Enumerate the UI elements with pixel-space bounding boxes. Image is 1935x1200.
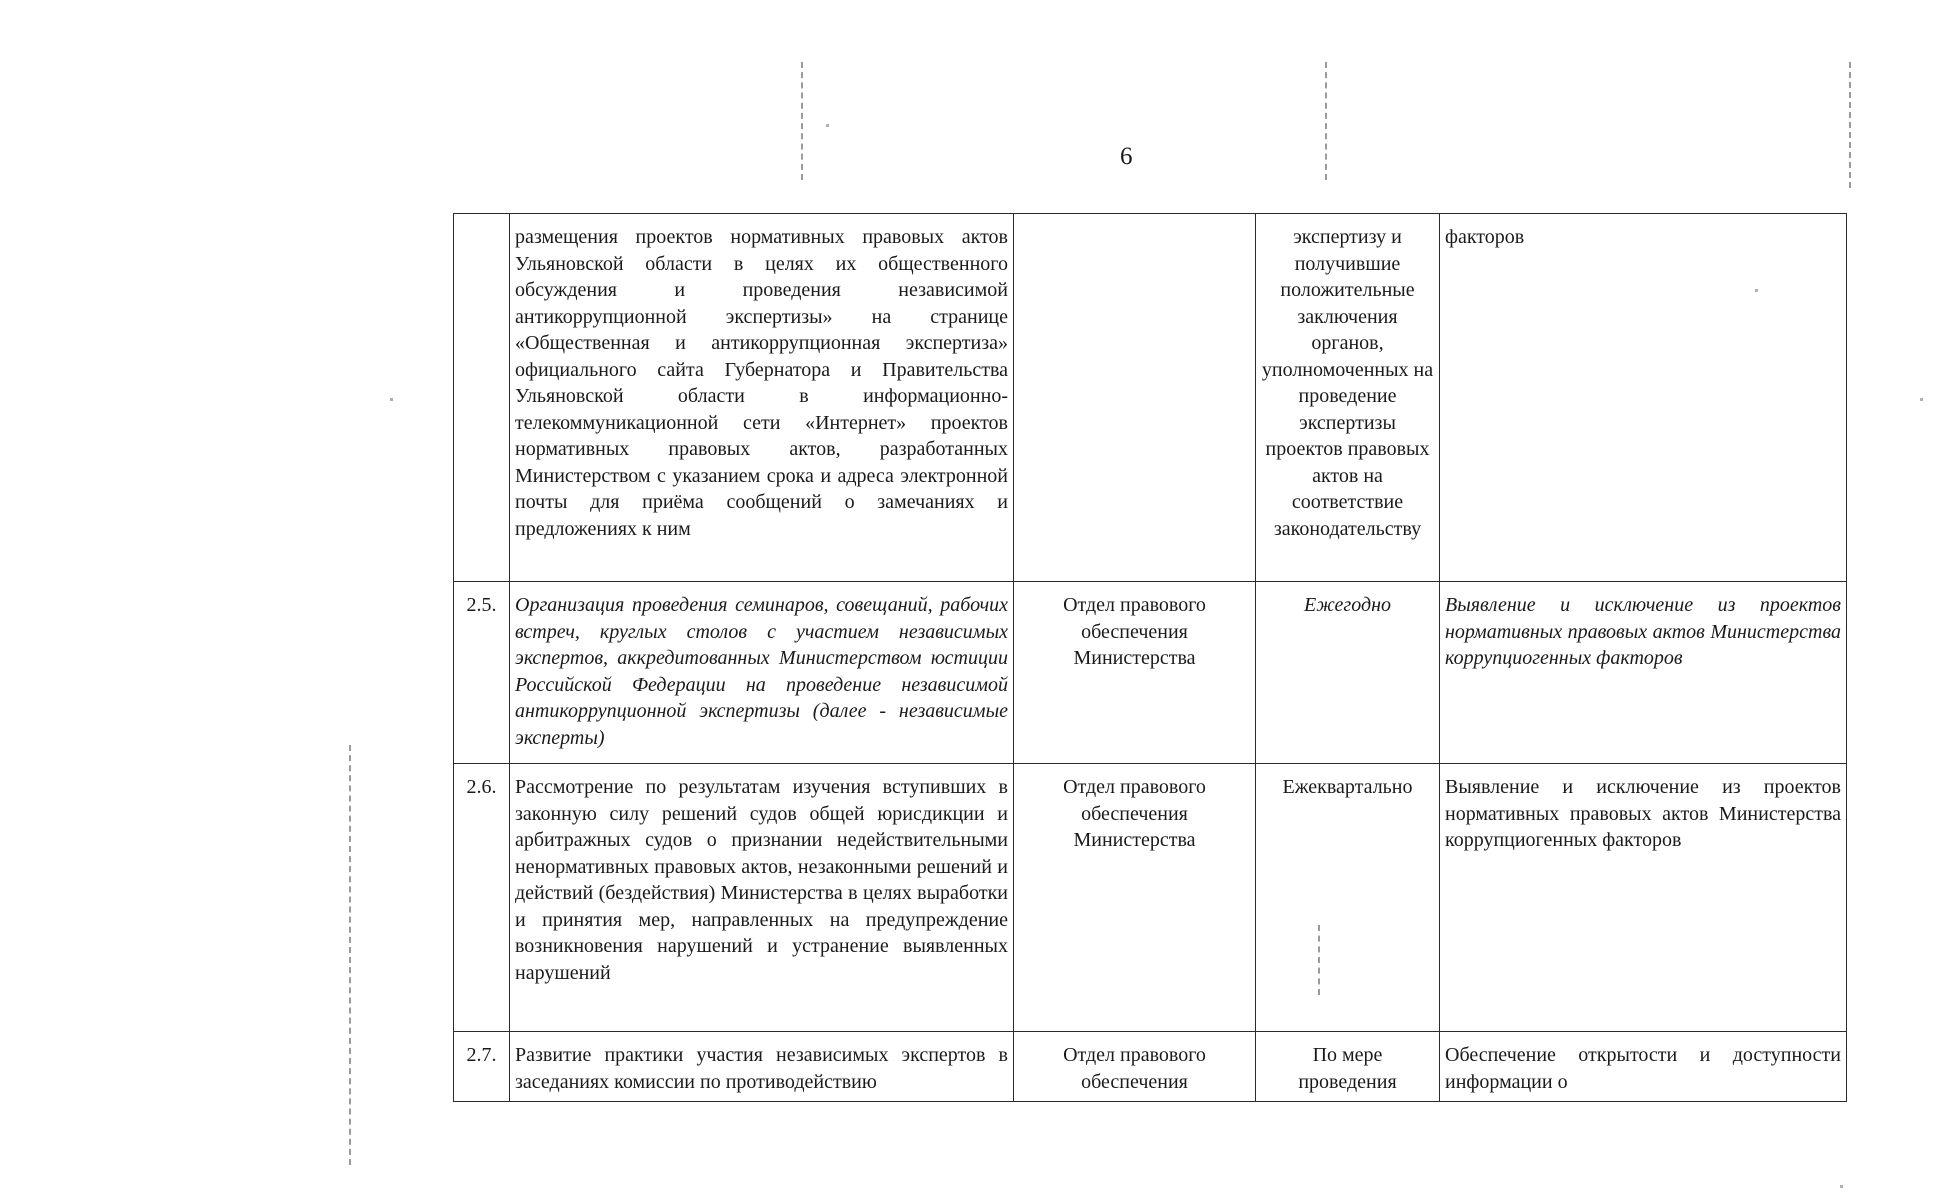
scan-artifact-dot xyxy=(1920,398,1923,401)
page-number: 6 xyxy=(1120,143,1133,170)
scan-artifact-line xyxy=(349,745,351,1165)
activity-cell: Развитие практики участия независимых экспертов в заседаниях комиссии по противодействию xyxy=(510,1032,1014,1102)
scan-artifact-dot xyxy=(826,124,829,127)
term-cell: экспертизу и получившие положительные заключения органов, уполномоченных на проведение экспертизы проектов правовых актов на соответствие законодательству xyxy=(1256,214,1440,582)
term-cell: Ежегодно xyxy=(1256,582,1440,764)
scan-artifact-line xyxy=(1325,62,1327,180)
table-row xyxy=(454,214,1847,582)
row-number xyxy=(454,214,510,582)
term-cell: Ежеквартально xyxy=(1256,764,1440,1032)
responsible-cell: Отдел правового обеспечения xyxy=(1014,1032,1256,1102)
responsible-cell: Отдел правового обеспечения Министерства xyxy=(1014,764,1256,1032)
activity-cell: Рассмотрение по результатам изучения вступивших в законную силу решений судов общей юрисдикции и арбитражных судов о признании недействительными ненормативных правовых актов, незаконными решений и действий (бездействия) Министерства в целях выработки и принятия мер, направленных на предупреждение возникновения нарушений и устранение выявленных нарушений xyxy=(510,764,1014,1032)
scan-artifact-line xyxy=(1849,62,1851,188)
table-row xyxy=(454,1032,1847,1102)
result-cell: Обеспечение открытости и доступности информации о xyxy=(1440,1032,1847,1102)
responsible-cell xyxy=(1014,214,1256,582)
scan-artifact-dot xyxy=(390,398,393,401)
activity-cell: Организация проведения семинаров, совещаний, рабочих встреч, круглых столов с участием независимых экспертов, аккредитованных Министерством юстиции Российской Федерации на проведение независимой антикоррупционной экспертизы (далее - независимые эксперты) xyxy=(510,582,1014,764)
anticorruption-plan-table xyxy=(453,213,1847,1102)
responsible-cell: Отдел правового обеспечения Министерства xyxy=(1014,582,1256,764)
table-row xyxy=(454,582,1847,764)
scan-artifact-dot xyxy=(1840,1185,1843,1188)
table-row xyxy=(454,764,1847,1032)
row-number: 2.5. xyxy=(454,582,510,764)
result-cell: Выявление и исключение из проектов нормативных правовых актов Министерства коррупциогенных факторов xyxy=(1440,764,1847,1032)
result-cell: Выявление и исключение из проектов нормативных правовых актов Министерства коррупциогенных факторов xyxy=(1440,582,1847,764)
term-cell: По мере проведения xyxy=(1256,1032,1440,1102)
result-cell: факторов xyxy=(1440,214,1847,582)
row-number: 2.7. xyxy=(454,1032,510,1102)
scan-artifact-line xyxy=(801,62,803,180)
activity-cell: размещения проектов нормативных правовых актов Ульяновской области в целях их общественного обсуждения и проведения независимой антикоррупционной экспертизы» на странице «Общественная и антикоррупционная экспертиза» официального сайта Губернатора и Правительства Ульяновской области в информационно-телекоммуникационной сети «Интернет» проектов нормативных правовых актов, разработанных Министерством с указанием срока и адреса электронной почты для приёма сообщений о замечаниях и предложениях к ним xyxy=(510,214,1014,582)
row-number: 2.6. xyxy=(454,764,510,1032)
